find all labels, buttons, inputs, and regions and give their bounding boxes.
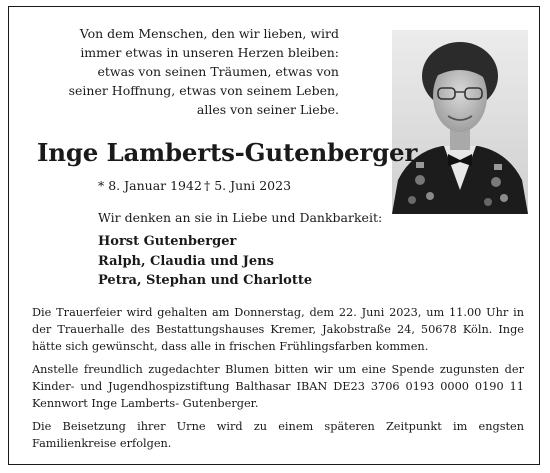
burial-paragraph: Die Beisetzung ihrer Urne wird zu einem späteren Zeitpunkt im engsten Familienkreise erfolgen. [32, 420, 524, 450]
birth-date: * 8. Januar 1942 [98, 178, 202, 193]
life-dates [98, 178, 292, 193]
family-list [98, 232, 312, 291]
poem-line: Von dem Menschen, den wir lieben, wird [79, 26, 339, 41]
poem-line: etwas von seinen Träumen, etwas von [97, 64, 339, 79]
poem-line: alles von seiner Liebe. [196, 102, 339, 117]
ceremony-paragraph: Die Trauerfeier wird gehalten am Donnerstag, dem 22. Juni 2023, um 11.00 Uhr in der Trauerhalle des Bestattungshauses Kremer, Jakobstraße 24, 50678 Köln. Inge hätte sich gewünscht, dass alle in frischen Frühlingsfarben kommen. [32, 306, 524, 353]
funeral-details [32, 304, 524, 458]
poem-line: immer etwas in unseren Herzen bleiben: [80, 45, 339, 60]
obituary-notice [8, 6, 540, 465]
remembrance-line: Wir denken an sie in Liebe und Dankbarkeit: [98, 210, 383, 225]
portrait-photo [392, 30, 528, 214]
donation-paragraph: Anstelle freundlich zugedachter Blumen bitten wir um eine Spende zugunsten der Kinder- und Jugendhospizstiftung Balthasar IBAN DE23 3706 0193 0000 0190 11 Kennwort Inge Lamberts- Gutenberger. [32, 363, 524, 410]
family-member: Horst Gutenberger [98, 234, 237, 249]
poem-line: seiner Hoffnung, etwas von seinem Leben, [68, 83, 339, 98]
memorial-poem [19, 24, 339, 119]
deceased-name: Inge Lamberts-Gutenberger [37, 138, 418, 167]
death-date: † 5. Juni 2023 [204, 178, 292, 193]
family-member: Ralph, Claudia und Jens [98, 253, 274, 269]
family-member: Petra, Stephan und Charlotte [98, 273, 313, 288]
